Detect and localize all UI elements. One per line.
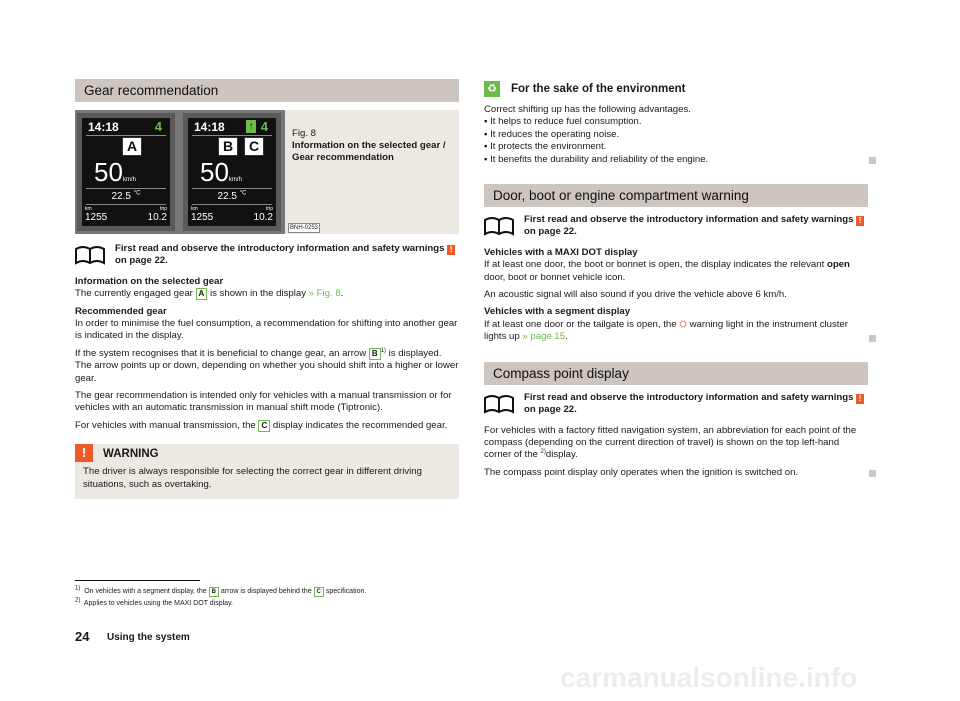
section-heading: Door, boot or engine compartment warning (484, 184, 868, 207)
warning-icon: ! (75, 444, 93, 462)
environment-section: ♻ For the sake of the environment Correct shifting up has the following advantages. ▪ It helps to reduce fuel consumption. ▪ It reduces the operating noise. ▪ It protects the environment. ▪ It benefits the durability and reliability of the engine. (484, 80, 868, 166)
footer-section: Using the system (107, 632, 190, 643)
right-column (484, 80, 868, 484)
section-heading: Compass point display (484, 362, 868, 385)
arrow-up-icon: ↑ (246, 120, 256, 133)
intro-notice: First read and observe the introductory information and safety warnings ! on page 22. (75, 243, 459, 268)
page-link[interactable]: » page 15 (522, 331, 566, 343)
book-icon (484, 394, 514, 414)
display-right: 14:18 ↑ 4 B C 50km/h 22.5 $^{^\circ C}$ km trip 1255 10.2 (183, 113, 281, 231)
display-left: 14:18 4 A 50km/h 22.5 $^{^\circ C}$ km trip 1255 10.2 (77, 113, 175, 231)
section-heading: Gear recommendation (75, 79, 459, 102)
footnote-divider (75, 580, 200, 581)
left-body: First read and observe the introductory information and safety warnings ! on page 22. Information on the selected gear The currently engaged gear A is shown in the display » Fig. 8. Recommended gear In order to minimise the fuel consumption, a recommendation for shifting into another gear is indicated in the display. If the system recognises that it is beneficial to change gear, an arrow B $^{1)}$ is displayed. The arrow points up or down, depending on whether you should shift into a higher or lower gear. The gear recommendation is intended only for vehicles with a manual transmission or for vehicles with an automatic transmission in manual shift mode (Tiptronic). For vehicles with manual transmission, the C display indicates the recommended gear. ! WARNING The driver is always responsible for selecting the correct gear in different driving situations, such as overtaking. (75, 243, 459, 499)
warning-icon: ! (447, 245, 455, 255)
door-body: First read and observe the introductory information and safety warnings ! on page 22. Vehicles with a MAXI DOT display If at least one door, the boot or bonnet is open, the display indicates the relevant open door, boot or bonnet vehicle icon. An acoustic signal will also sound if you drive the vehicle above 6 km/h. Vehicles with a segment display If at least one door or the tailgate is open, the ⛭ warning light in the instrument cluster lights up » page 15. (484, 214, 868, 344)
door-warning-light-icon: ⛭ (679, 318, 687, 330)
compass-body: First read and observe the introductory information and safety warnings ! on page 22. For vehicles with a factory fitted navigation system, an abbreviation for each point of the compass (depending on the current direction of travel) is shown on the top left-hand corner of the $^{2)}$display. The compass point display only operates when the ignition is switched on. (484, 392, 868, 479)
recycle-icon: ♻ (484, 81, 500, 97)
warning-box: ! WARNING The driver is always responsible for selecting the correct gear in different driving situations, such as overtaking. (75, 444, 459, 499)
book-icon (484, 216, 514, 236)
footnotes: $^{1)}$ On vehicles with a segment display, the B arrow is displayed behind the C specification. $^{2)}$ Applies to vehicles using the MAXI DOT display. (75, 585, 367, 607)
page-number: 24 (75, 629, 90, 644)
book-icon (75, 245, 105, 265)
figure-8 (75, 110, 459, 234)
fig-link[interactable]: » Fig. 8 (308, 288, 341, 300)
warning-icon: ! (856, 394, 864, 404)
figure-caption: Fig. 8 Information on the selected gear / Gear recommendation (292, 128, 446, 163)
figure-code: BNH-0253 (290, 225, 319, 231)
warning-icon: ! (856, 216, 864, 226)
watermark: carmanualsonline.info (560, 662, 858, 693)
